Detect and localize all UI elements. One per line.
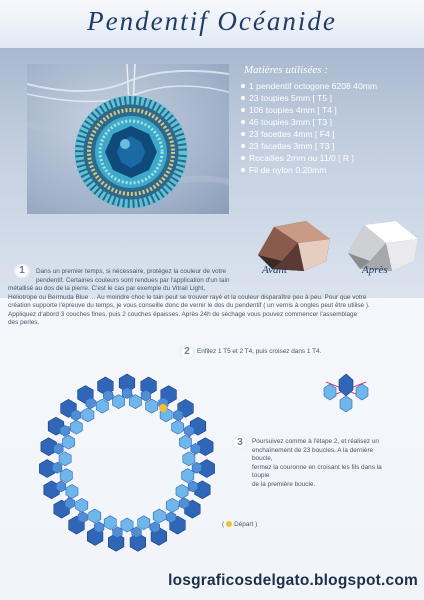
bead-t4-inner (122, 388, 132, 399)
step-3-text (252, 438, 392, 489)
pendant-photo (27, 64, 229, 214)
material-item: 23 facettes 4mm [ F4 ] (240, 128, 377, 140)
step-3-line: Poursuivez comme à l'étape 2, et réalisez un (252, 438, 379, 445)
bead-t4 (183, 452, 195, 466)
bead-t4-inner (56, 481, 66, 492)
step-3-line: enchaînement de 23 boucles. A la dernière boucle, (252, 446, 374, 462)
start-marker (159, 404, 167, 412)
bead-t4-inner (78, 512, 88, 523)
material-item: 23 toupies 5mm [ T5 ] (240, 92, 377, 104)
materials-list (240, 80, 377, 176)
bead-t4-inner (132, 527, 142, 538)
bead-t4 (121, 518, 133, 532)
bead-t4-inner (191, 443, 201, 454)
bead-t4 (66, 485, 78, 499)
material-item: 1 pendentif octogone 6208 40mm (240, 80, 377, 92)
bead-t4 (59, 452, 71, 466)
material-item: Rocailles 2mm ou 11/0 [ R ] (240, 152, 377, 164)
page-title: Pendentif Océanide (87, 6, 337, 36)
bead-t4 (176, 485, 188, 499)
bead-t4-inner (184, 425, 194, 436)
bead-t4 (172, 420, 184, 434)
bead-t4 (166, 498, 178, 512)
start-label-open: ( (222, 521, 225, 528)
bead-t4 (82, 408, 94, 422)
bead-t4 (89, 509, 101, 523)
step-1-line: Héliotrope ou Bermuda Blue ... Au moindre choc le tain peut se trouver rayé et la couleur disparaître peu à peu. Pour que votre (8, 293, 367, 301)
step-2-number: 2 (179, 345, 195, 359)
bead-t4 (76, 498, 88, 512)
bead-t4 (96, 399, 108, 413)
bead-t4-inner (65, 498, 75, 509)
step-1-line: pendentif. Certaines couleurs sont rendues par l'application d'un tain (36, 276, 230, 284)
bead-t4-inner (113, 527, 123, 538)
footer-url: losgraficosdelgato.blogspot.com (168, 572, 418, 589)
step-2-line: Enfilez 1 T5 et 2 T4, puis croisez dans 1 T4. (197, 348, 322, 355)
start-label (222, 521, 257, 528)
bead-t4-inner (71, 410, 81, 421)
step-3-line: de la première boucle. (252, 480, 316, 488)
bead-t4-inner (103, 390, 113, 401)
step-1-line: métallisé au dos de la pierre. C'est le cas par exemple du Vitrail Light, (8, 285, 206, 292)
step-3-line: fermez la couronne en croisant les fils dans la toupie (252, 463, 382, 479)
step-1-line: Appliquez d'abord 3 couches fines, puis 2 couches épaisses. Après 24h de séchage vous pouvez commencer l'assemblage (8, 310, 358, 318)
start-dot-icon (226, 521, 232, 527)
bead-t4-inner (179, 498, 189, 509)
materials-heading: Matières utilisées : (244, 64, 328, 76)
bead-t4 (146, 399, 158, 413)
bead-t4 (63, 435, 75, 449)
bead-t4-inner (188, 481, 198, 492)
step-1-text (8, 268, 408, 328)
bead-t4 (153, 509, 165, 523)
bead-t4 (129, 395, 141, 409)
bead-t4-inner (150, 522, 160, 533)
bead-t4-inner (60, 425, 70, 436)
start-label-text: Départ ) (234, 521, 258, 528)
step-1-line: Dans un premier temps, si nécessaire, protégez la couleur de votre (36, 268, 227, 275)
step-2-diagram (320, 368, 372, 412)
pendant-illustration (27, 64, 229, 214)
material-item: 46 toupies 3mm [ T3 ] (240, 116, 377, 128)
bead-ring (39, 374, 214, 551)
bead-t4 (70, 420, 82, 434)
step-3-number: 3 (232, 436, 248, 450)
material-item: Fil de nylon 0.20mm (240, 164, 377, 176)
bead-t4-inner (94, 522, 104, 533)
bead-t4-inner (86, 398, 96, 409)
bead-t4 (104, 516, 116, 530)
bead-t4-inner (166, 512, 176, 523)
step-2-text (197, 348, 321, 357)
bead-t4-inner (52, 462, 62, 473)
bead-t4-inner (54, 443, 64, 454)
step-1-line: des perles. (8, 319, 40, 326)
stone-after-label: Après (362, 264, 388, 276)
bead-t4-inner (192, 462, 202, 473)
stone-before-label: Avant (262, 264, 288, 276)
step-1-line: création supporte l'épreuve du temps, je vous conseille donc de vernir le dos du pendentif ( un vernis à ongles peut être utilisé ). (8, 302, 370, 309)
bead-t4 (138, 516, 150, 530)
bead-t4-inner (173, 410, 183, 421)
bead-ring-diagram (32, 368, 225, 558)
step-1-number: 1 (14, 264, 30, 278)
material-item: 106 toupies 4mm [ T4 ] (240, 104, 377, 116)
material-item: 23 facettes 3mm [ T3 ] (240, 140, 377, 152)
bead-t4-inner (141, 390, 151, 401)
